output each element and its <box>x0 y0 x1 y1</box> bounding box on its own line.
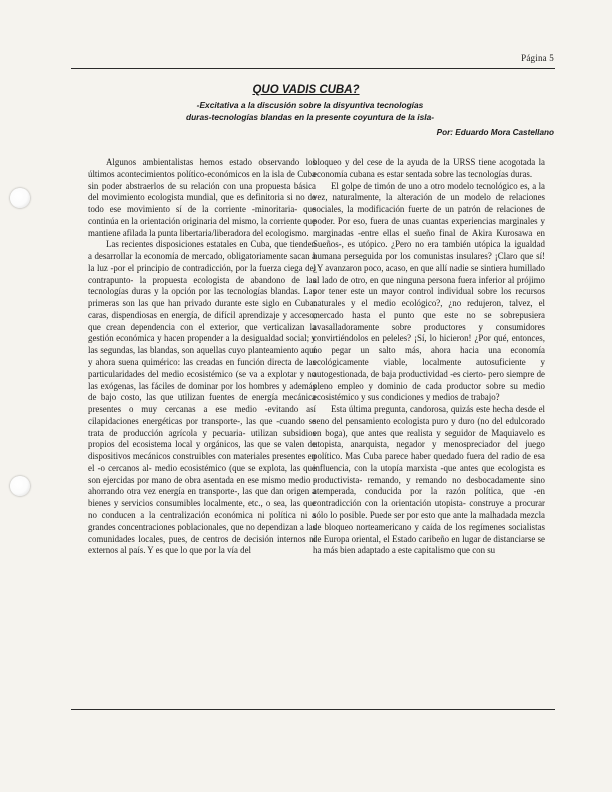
binder-hole-bottom <box>10 476 30 496</box>
subtitle-line-1: -Excitativa a la discusión sobre la disyuntiva tecnologías <box>196 100 424 110</box>
page-number: Página 5 <box>521 53 554 63</box>
right-column <box>313 157 545 557</box>
left-paragraph-2: Las recientes disposiciones estatales en Cuba, que tienden a desarrollar la economía de mercado, obligatoriamente sacan a la luz -por el principio de contradicción, por la fuerza ciega del contrapunto- la propuesta ecologista de abandono de las tecnologías duras y la opción por las tecnologías blandas. Las primeras son las que han privado durante este siglo en Cuba: caras, dispendiosas en energía, de difícil aprendizaje y acceso, que crean dependencia con el exterior, que verticalizan la gestión económica y hacen propender a la desigualdad social; y las segundas, las blandas, son aquellas cuyo planteamiento aquí y ahora suena quimérico: las creadas en función directa de las particularidades del medio ecosistémico (se va a explotar y no las exógenas, las fáciles de dominar por los hombres y además de bajo costo, las que utilizan fuentes de energía mecánica presentes o muy cercanas a ese medio -evitando así cilapidaciones energéticas por transporte-, las que -cuando se trata de producción agrícola y pecuaria- utilizan subsidios propios del ecosistema local y orgánicos, las que se valen de dispositivos mecánicos construibles con materiales presentes en el -o cercanos al- medio ecosistémico (que se explota, las que son ejercidas por mano de obra asentada en ese mismo medio -ahorrando otra vez energía en transporte-, las que dan origen a bienes y servicios consumibles localmente, etc., o sea, las que no conducen a la centralización económica ni política ni a grandes concentraciones poblacionales, que no dependizan a las comunidades locales, pues, de centros de decisión internos ni externos al país. Y es que lo que por la vía del <box>88 239 316 556</box>
article-title <box>0 84 612 96</box>
header-rule <box>71 68 555 69</box>
binder-hole-top <box>10 188 30 208</box>
article-author: Por: Eduardo Mora Castellano <box>436 128 554 137</box>
right-paragraph-2: El golpe de timón de uno a otro modelo tecnológico es, a la vez, naturalmente, la alteración de un modelo de relaciones sociales, la modificación fuerte de un patrón de relaciones de poder. Por eso, fuera de unas cuantas experiencias marginales y marginadas -entre ellas el sueño final de Akira Kurosawa en Sueños-, es utópico. ¿Pero no era también utópica la igualdad humana perseguida por los comunistas insulares? ¡Claro que sí! ¿Y avanzaron poco, acaso, en que allí nadie se sintiera humillado al lado de otro, en que ninguna persona fuera inferior al prójimo por tener este un mayor control individual sobre los recursos naturales y el medio ecológico?, ¿no redujeron, talvez, el mercado hasta el punto que este no se sobrepusiera avasalladoramente sobre productores y consumidores convirtiéndolos en peleles? ¡Sí, lo hicieron! ¿Por qué, entonces, no pegar un salto más, ahora hacia una economía ecológicamente viable, localmente autosuficiente y autogestionada, de baja productividad -es cierto- pero siempre de pleno empleo y dominio de cada productor sobre su medio ecosistémico y sus condiciones y medios de trabajo? <box>313 180 545 403</box>
left-column <box>88 157 316 557</box>
right-paragraph-3: Esta última pregunta, candorosa, quizás este hecha desde el seno del pensamiento ecologista puro y duro (no del edulcorado en boga), que antes que realista y seguidor de Maquiavelo es utopista, anarquista, negador y menospreciador del juego político. Mas Cuba parece haber quedado fuera del radio de esa influencia, con la utopía marxista -que antes que ecologista es productivista- remando, y remando no desbocadamente sino atemperada, conducida por la razón política, que -en contradicción con la orientación utopista- construye a procurar sólo lo posible. Puede ser por esto que ante la malhadada mezcla de bloqueo norteamericano y caída de los regímenes socialistas de Europa oriental, el Estado caribeño en lugar de distanciarse se ha más bien adaptado a este capitalismo que con su <box>313 404 545 556</box>
article-title-text: QUO VADIS CUBA? <box>252 84 360 96</box>
footer-rule <box>71 709 555 710</box>
left-paragraph-1: Algunos ambientalistas hemos estado observando los últimos acontecimientos político-económicos en la isla de Cuba sin poder abstraerlos de su relación con una propuesta básica del movimiento ecologista mundial, que es definitoria si no de todo ese movimiento sí de la corriente -minoritaria- que continúa en la orientación originaria del mismo, la corriente que mantiene afilada la punta libertaria/liberadora del ecologismo. <box>88 157 316 238</box>
article-subtitle <box>140 99 480 123</box>
right-paragraph-1: bloqueo y del cese de la ayuda de la URSS tiene acogotada la economía cubana es estar sentada sobre las tecnologías duras. <box>313 157 545 179</box>
subtitle-line-2: duras-tecnologías blandas en la presente coyuntura de la isla- <box>185 112 435 122</box>
